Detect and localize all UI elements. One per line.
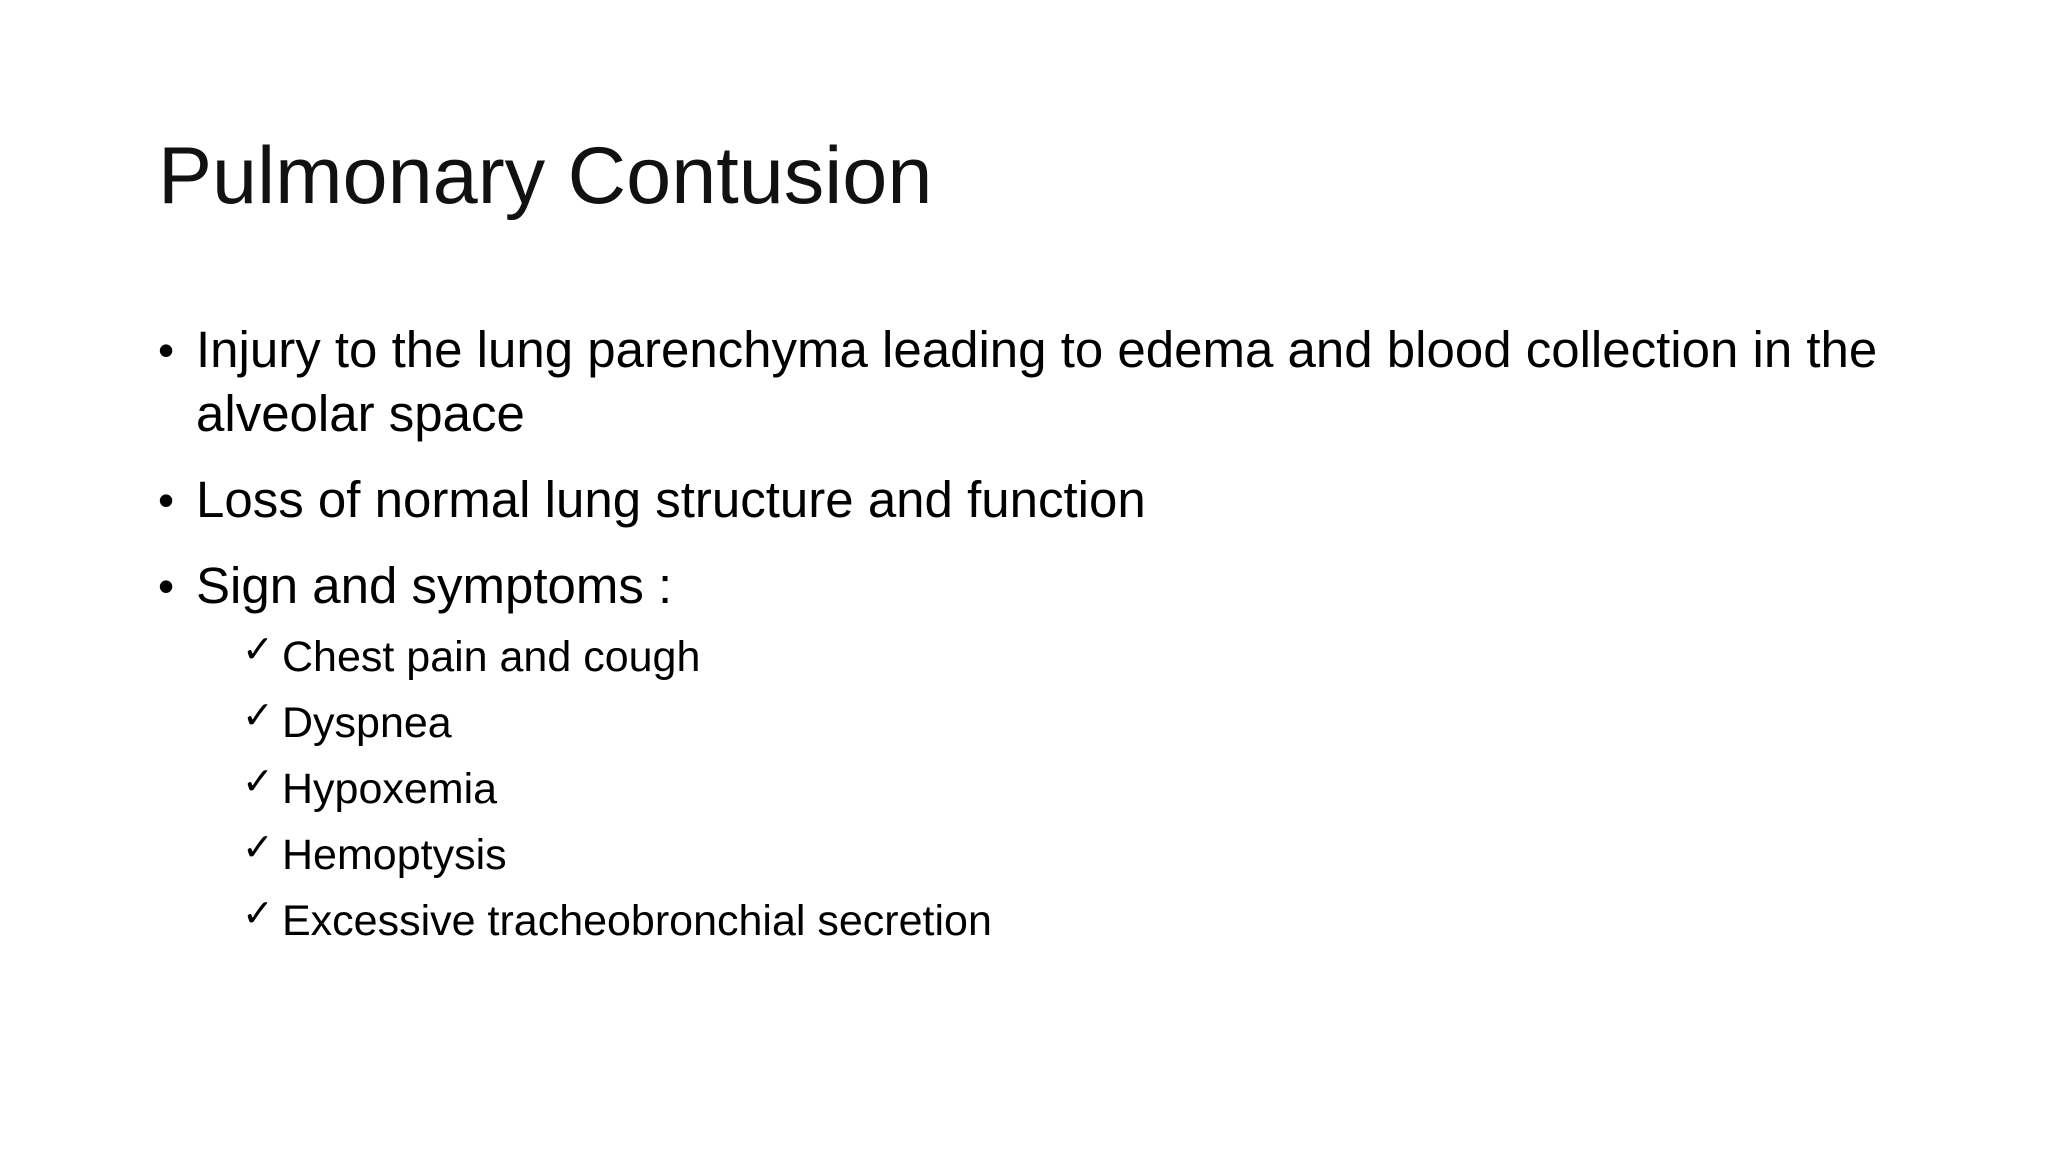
bullet-item bbox=[158, 318, 1918, 446]
checkmark-icon: ✓ bbox=[242, 759, 274, 803]
sub-bullet-text: Dyspnea bbox=[282, 699, 452, 747]
sub-bullet-text: Hypoxemia bbox=[282, 765, 498, 813]
sub-bullet-list bbox=[196, 624, 1918, 954]
bullet-item bbox=[158, 468, 1918, 532]
bullet-text: Sign and symptoms : bbox=[196, 557, 673, 614]
bullet-dot-icon: • bbox=[158, 474, 175, 526]
sub-bullet-item bbox=[242, 888, 1918, 954]
checkmark-icon: ✓ bbox=[242, 825, 274, 869]
checkmark-icon: ✓ bbox=[242, 693, 274, 737]
bullet-dot-icon: • bbox=[158, 324, 175, 376]
sub-bullet-text: Chest pain and cough bbox=[282, 633, 701, 681]
bullet-text: Injury to the lung parenchyma leading to edema and blood collection in the alveolar space bbox=[196, 321, 1878, 442]
sub-bullet-item bbox=[242, 756, 1918, 822]
sub-bullet-text: Excessive tracheobronchial secretion bbox=[282, 897, 992, 945]
bullet-text: Loss of normal lung structure and function bbox=[196, 471, 1146, 528]
bullet-list bbox=[158, 318, 1918, 976]
checkmark-icon: ✓ bbox=[242, 627, 274, 671]
slide-title: Pulmonary Contusion bbox=[158, 131, 933, 221]
bullet-dot-icon: • bbox=[158, 560, 175, 612]
sub-bullet-item bbox=[242, 624, 1918, 690]
checkmark-icon: ✓ bbox=[242, 891, 274, 935]
sub-bullet-item bbox=[242, 690, 1918, 756]
bullet-item bbox=[158, 554, 1918, 954]
sub-bullet-text: Hemoptysis bbox=[282, 831, 507, 879]
sub-bullet-item bbox=[242, 822, 1918, 888]
